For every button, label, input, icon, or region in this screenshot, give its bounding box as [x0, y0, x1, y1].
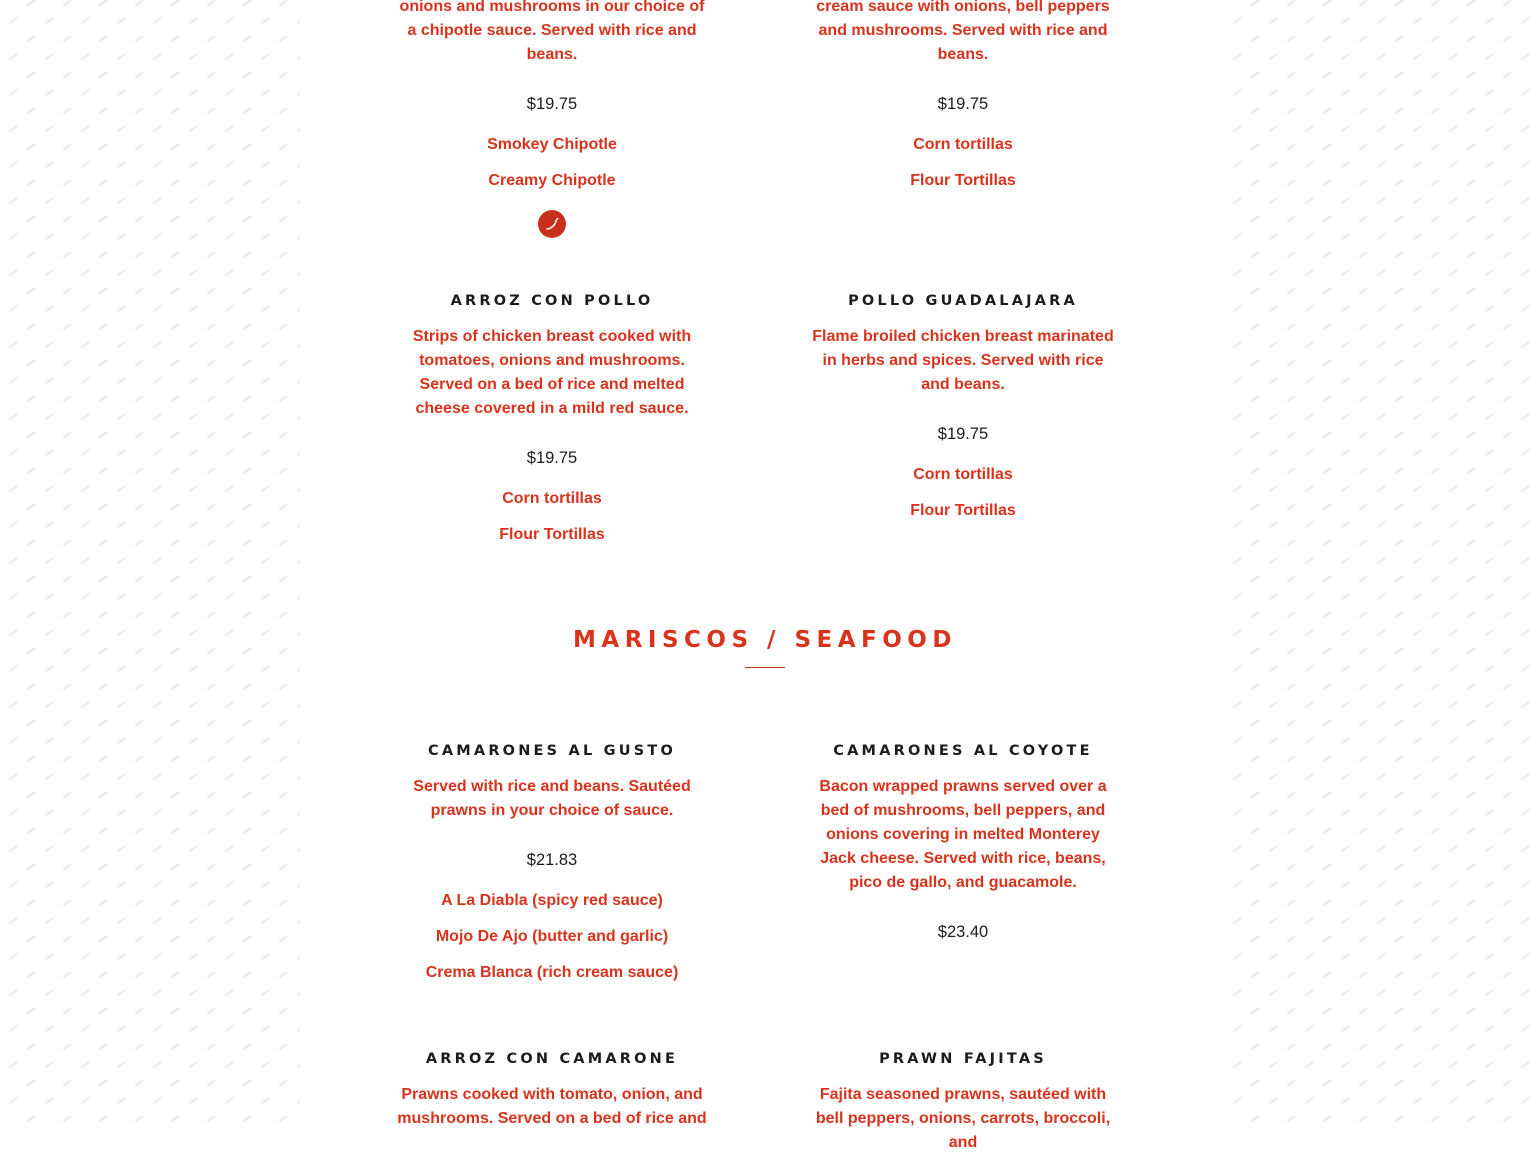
item-description: Bacon wrapped prawns served over a bed of mushrooms, bell peppers, and onions covering in melted Monterey Jack cheese. Served with rice, beans, pico de gallo, and guacamole.	[819, 778, 1107, 891]
item-description: Served with rice and beans. Sautéed prawns in your choice of sauce.	[413, 778, 691, 819]
option-smokey-chipotle[interactable]: Smokey Chipotle	[487, 136, 617, 153]
item-name: POLLO GUADALAJARA	[848, 293, 1078, 309]
item-description: onions and mushrooms in our choice of a chipotle sauce. Served with rice and beans.	[399, 0, 705, 63]
menu-item-camarones-al-coyote	[808, 742, 1118, 944]
menu-item-arroz-con-pollo	[397, 292, 707, 547]
menu-item-prawn-fajitas	[808, 1050, 1118, 1155]
option-flour-tortillas[interactable]: Flour Tortillas	[910, 502, 1016, 519]
option-flour-tortillas[interactable]: Flour Tortillas	[499, 526, 605, 543]
option-list	[808, 133, 1118, 193]
item-price: $23.40	[937, 923, 989, 941]
option-mojo-de-ajo[interactable]: Mojo De Ajo (butter and garlic)	[435, 928, 669, 945]
item-name: PRAWN FAJITAS	[879, 1051, 1047, 1067]
menu-item-arroz-con-camarone	[397, 1050, 707, 1131]
item-price: $19.75	[526, 449, 578, 467]
item-description: cream sauce with onions, bell peppers and mushrooms. Served with rice and beans.	[816, 0, 1110, 63]
item-description: Strips of chicken breast cooked with tomatoes, onions and mushrooms. Served on a bed of rice and melted cheese covered in a mild red sauce.	[412, 328, 692, 417]
item-price: $19.75	[526, 95, 578, 113]
item-price: $19.75	[937, 95, 989, 113]
menu-item-chipotle	[397, 0, 707, 238]
option-corn-tortillas[interactable]: Corn tortillas	[913, 136, 1013, 153]
item-description: Flame broiled chicken breast marinated in herbs and spices. Served with rice and beans.	[812, 328, 1114, 393]
item-description: Prawns cooked with tomato, onion, and mushrooms. Served on a bed of rice and	[397, 1086, 707, 1127]
section-title-seafood: MARISCOS / SEAFOOD	[573, 627, 957, 653]
menu-item-camarones-al-gusto	[397, 742, 707, 985]
section-divider	[745, 667, 785, 668]
option-list	[808, 463, 1118, 523]
menu-item-cream-sauce	[808, 0, 1118, 193]
option-list	[397, 889, 707, 985]
menu-item-pollo-guadalajara	[808, 292, 1118, 523]
item-name: ARROZ CON CAMARONE	[425, 1051, 679, 1067]
option-corn-tortillas[interactable]: Corn tortillas	[913, 466, 1013, 483]
item-name: ARROZ CON POLLO	[450, 293, 654, 309]
option-crema-blanca[interactable]: Crema Blanca (rich cream sauce)	[425, 964, 679, 981]
option-list	[397, 487, 707, 547]
option-list	[397, 133, 707, 193]
option-flour-tortillas[interactable]: Flour Tortillas	[910, 172, 1016, 189]
option-a-la-diabla[interactable]: A La Diabla (spicy red sauce)	[441, 892, 663, 909]
item-name: CAMARONES AL COYOTE	[833, 743, 1093, 759]
item-price: $19.75	[937, 425, 989, 443]
chili-pepper-icon	[538, 210, 566, 238]
option-creamy-chipotle[interactable]: Creamy Chipotle	[488, 172, 616, 189]
option-corn-tortillas[interactable]: Corn tortillas	[502, 490, 602, 507]
item-price: $21.83	[526, 851, 578, 869]
item-description: Fajita seasoned prawns, sautéed with bell peppers, onions, carrots, broccoli, and	[815, 1086, 1111, 1151]
item-name: CAMARONES AL GUSTO	[428, 743, 676, 759]
